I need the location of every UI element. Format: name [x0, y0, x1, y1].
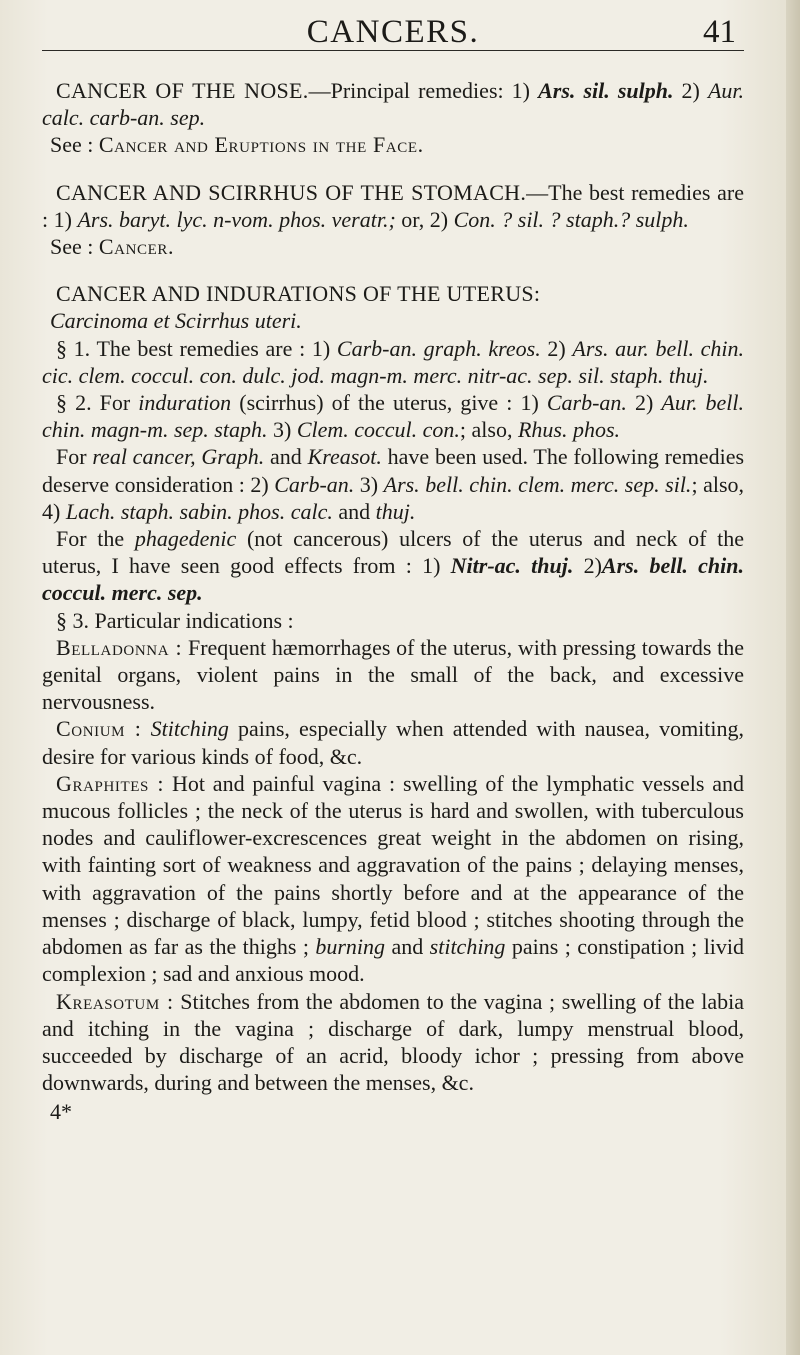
section-heading: CANCER AND SCIRRHUS OF THE STOMACH. — [56, 179, 527, 205]
paragraph-s2-phagedenic: For the phagedenic (not cancerous) ulcers of the uterus and neck of the uterus, I have seen good effects from : 1) Nitr-ac. thuj. 2)Ars. bell. chin. coccul. merc. sep. — [42, 526, 745, 606]
remedy-name: Kreasotum : — [56, 988, 174, 1014]
remedy-name: Graphites : — [56, 770, 165, 796]
book-spine-edge — [786, 0, 800, 1355]
remedy-name: Belladonna : — [56, 634, 183, 660]
section-heading: CANCER AND INDURATIONS OF THE UTERUS: — [56, 281, 541, 307]
see-also-stomach: See : Cancer. — [50, 234, 175, 260]
section-stomach: CANCER AND SCIRRHUS OF THE STOMACH.—The best remedies are : 1) Ars. baryt. lyc. n-vom. phos. veratr.; or, 2) Con. ? sil. ? staph.? sulph. — [42, 179, 744, 232]
section-uterus-heading — [42, 280, 744, 307]
section-uterus-subtitle: Carcinoma et Scirrhus uteri. — [50, 308, 302, 334]
indication-conium: Conium : Stitching pains, especially when attended with nausea, vomiting, desire for various kinds of food, &c. — [42, 716, 745, 769]
indication-kreasotum: Kreasotum : Stitches from the abdomen to the vagina ; swelling of the labia and itching in the vagina ; discharge of dark, lumpy menstrual blood, succeeded by discharge of an acrid, bloody ichor ; pressing from above downwards, during and between the menses, &c. — [42, 988, 744, 1096]
page-number: 41 — [703, 14, 736, 50]
paragraph-s2-real-cancer: For real cancer, Graph. and Kreasot. have been used. The following remedies deserve consideration : 2) Carb-an. 3) Ars. bell. chin. clem. merc. sep. sil.; also, 4) Lach. staph. sabin. phos. calc. and thuj. — [42, 444, 745, 524]
paragraph-s1: § 1. The best remedies are : 1) Carb-an. graph. kreos. 2) Ars. aur. bell. chin. cic. clem. coccul. con. dulc. jod. magn-m. merc. nitr-ac. sep. sil. staph. thuj. — [42, 335, 745, 388]
remedy-name: Conium : — [56, 716, 142, 742]
indication-graphites: Graphites : Hot and painful vagina : swelling of the lymphatic vessels and mucous follicles ; the neck of the uterus is hard and swollen, with tuberculous nodes and cauliflower-excrescences great weight in the abdomen on rising, with fainting sort of weakness and aggravation of the pains ; delaying menses, with aggravation of the pains shortly before and at the appearance of the menses ; discharge of black, lumpy, fetid blood ; stitches shooting through the abdomen as far as the thighs ; burning and stitching pains ; constipation ; livid complexion ; sad and anxious mood. — [42, 770, 745, 987]
running-title: CANCERS. — [306, 14, 480, 50]
see-also-nose: See : Cancer and Eruptions in the Face. — [50, 132, 424, 158]
paragraph-s2: § 2. For induration (scirrhus) of the uterus, give : 1) Carb-an. 2) Aur. bell. chin. magn-m. sep. staph. 3) Clem. coccul. con.; also, Rhus. phos. — [42, 390, 745, 443]
signature-mark: 4* — [50, 1099, 72, 1125]
running-header — [42, 12, 744, 51]
paragraph-s3: § 3. Particular indications : — [56, 607, 294, 633]
section-heading: CANCER OF THE NOSE. — [56, 78, 309, 103]
section-nose: CANCER OF THE NOSE.—Principal remedies: 1) Ars. sil. sulph. 2) Aur. calc. carb-an. sep. — [42, 78, 745, 131]
page-body — [42, 77, 744, 1126]
indication-belladonna: Belladonna : Frequent hæmorrhages of the uterus, with pressing towards the genital organs, violent pains in the small of the back, and excessive nervousness. — [42, 634, 744, 715]
